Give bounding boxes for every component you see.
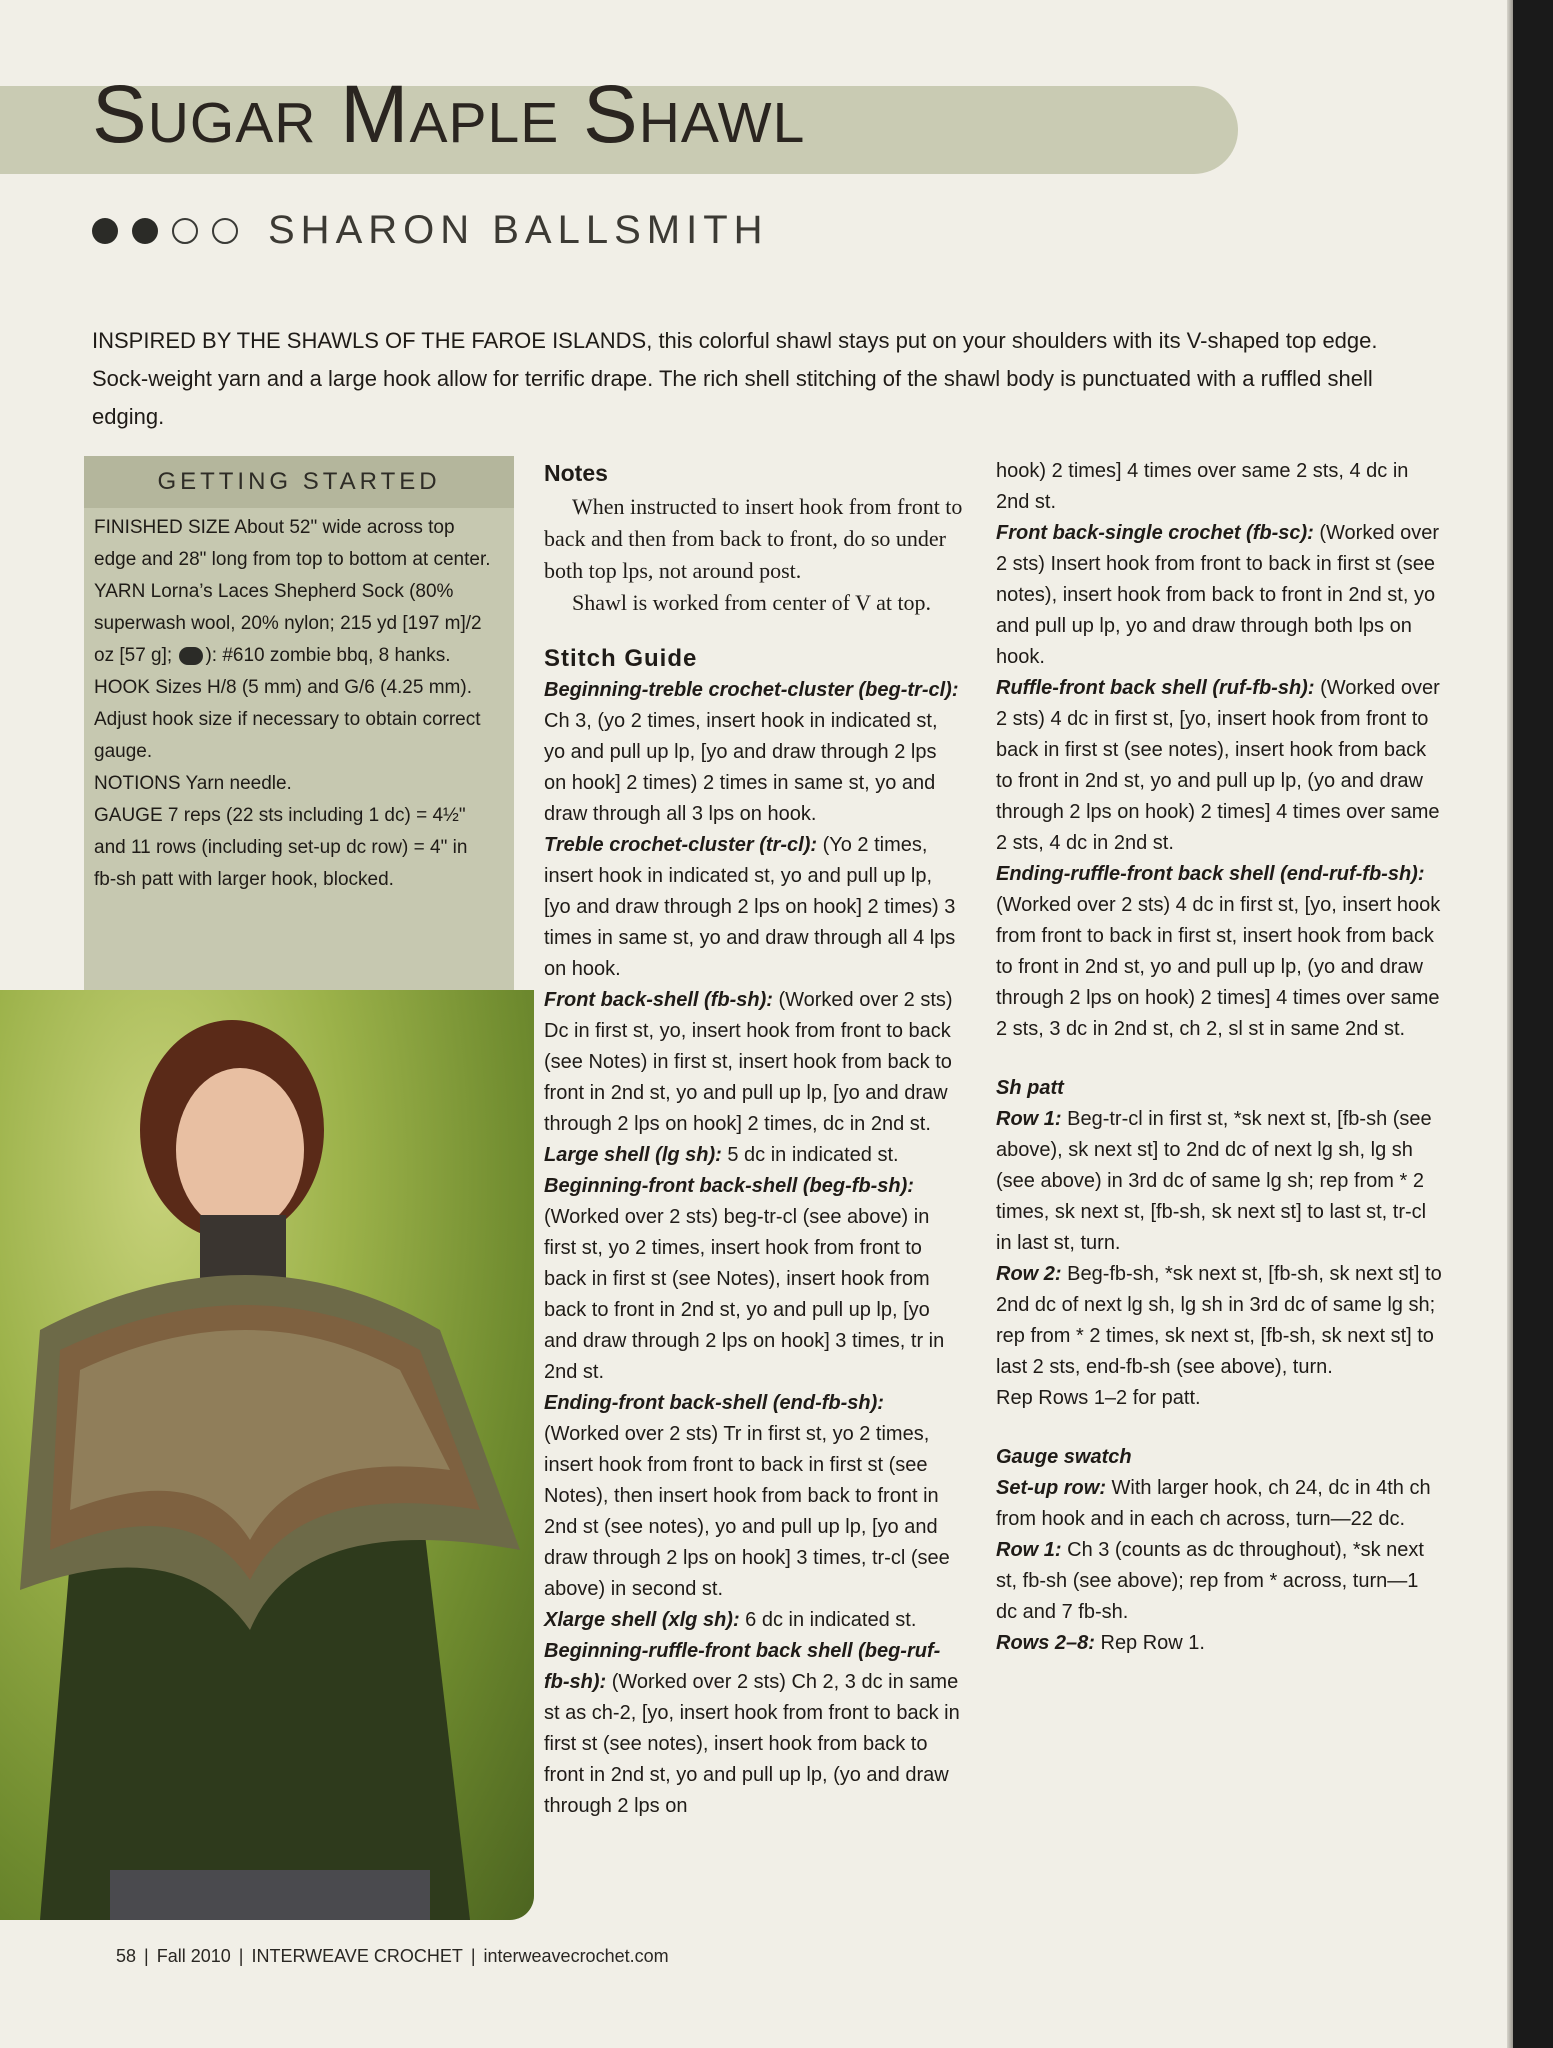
magazine-url: interweavecrochet.com: [483, 1946, 669, 1966]
stitch-entry: Ending-front back-shell (end-fb-sh): (Worked over 2 sts) Tr in first st, yo 2 times, insert hook from front to back in first st (see Notes), then insert hook from back to front in 2nd st (see notes), yo and pull up lp, [yo and draw through 2 lps on hook] 3 times, tr-cl (see above) in second st.: [544, 1392, 950, 1600]
difficulty-dot-filled-icon: [92, 218, 118, 244]
notes-paragraph: Shawl is worked from center of V at top.: [572, 590, 932, 615]
hook-info: HOOK Sizes H/8 (5 mm) and G/6 (4.25 mm). Adjust hook size if necessary to obtain correct gauge.: [94, 677, 481, 762]
column-notes-stitch-guide: [544, 460, 964, 1822]
model-photo: [0, 990, 534, 1920]
pattern-row: Row 1: Beg-tr-cl in first st, *sk next st, [fb-sh (see above), sk next st] to 2nd dc of next lg sh, lg sh (see above) in 3rd dc of same lg sh; rep from * 2 times, sk next st, [fb-sh, sk next st] to last st, tr-cl in last st, turn.: [996, 1108, 1432, 1254]
getting-started-box: [84, 456, 514, 996]
stitch-entry: Ruffle-front back shell (ruf-fb-sh): (Worked over 2 sts) 4 dc in first st, [yo, insert hook from front to back in first st (see notes), insert hook from back to front in 2nd st, yo and pull up lp, (yo and draw through 2 lps on hook) 2 times] 4 times over same 2 sts, 4 dc in 2nd st.: [996, 677, 1440, 854]
stitch-entry: Large shell (lg sh): 5 dc in indicated st.: [544, 1144, 899, 1166]
stitch-entry: Beginning-treble crochet-cluster (beg-tr-cl): Ch 3, (yo 2 times, insert hook in indicated st, yo and pull up lp, [yo and draw through 2 lps on hook] 2 times) 2 times in same st, yo and draw through all 3 lps on hook.: [544, 679, 959, 825]
getting-started-body: [94, 512, 494, 896]
stitch-guide-list: [544, 675, 964, 1822]
notes-section: [544, 460, 964, 619]
stitch-entry: Treble crochet-cluster (tr-cl): (Yo 2 times, insert hook in indicated st, yo and pull up lp, [yo and draw through 2 lps on hook] 2 times) 3 times in same st, yo and draw through all 4 lps on hook.: [544, 834, 956, 980]
scan-edge: [1513, 0, 1553, 2048]
sh-patt-heading: Sh patt: [996, 1077, 1064, 1099]
column-patterns: [996, 456, 1442, 1659]
pattern-repeat: Rep Rows 1–2 for patt.: [996, 1387, 1201, 1409]
model-photo-illustration: [0, 990, 534, 1920]
difficulty-dot-filled-icon: [132, 218, 158, 244]
page-title: Sugar Maple Shawl: [92, 69, 806, 160]
difficulty-dot-open-icon: [212, 218, 238, 244]
yarn-weight-icon: [179, 647, 203, 665]
stitch-entry: Xlarge shell (xlg sh): 6 dc in indicated st.: [544, 1609, 917, 1631]
issue-date: Fall 2010: [156, 1946, 231, 1966]
magazine-name: INTERWEAVE CROCHET: [251, 1946, 463, 1966]
difficulty-dot-open-icon: [172, 218, 198, 244]
yarn-info: YARN Lorna’s Laces Shepherd Sock (80% superwash wool, 20% nylon; 215 yd [197 m]/2 oz [57 g]; ): #610 zombie bbq, 8 hanks.: [94, 581, 482, 666]
pattern-row: Rows 2–8: Rep Row 1.: [996, 1632, 1205, 1654]
notions-info: NOTIONS Yarn needle.: [94, 773, 292, 794]
intro-text: this colorful shawl stays put on your shoulders with its V-shaped top edge. Sock-weight yarn and a large hook allow for terrific drape. The rich shell stitching of the shawl body is punctuated with a ruffled shell edging.: [92, 328, 1378, 429]
notes-paragraph: When instructed to insert hook from front to back and then from back to front, do so under both top lps, not around post.: [544, 494, 963, 583]
stitch-guide-heading: Stitch Guide: [544, 645, 698, 672]
gauge-info: GAUGE 7 reps (22 sts including 1 dc) = 4½" and 11 rows (including set-up dc row) = 4" in fb-sh patt with larger hook, blocked.: [94, 805, 468, 890]
intro-paragraph: [92, 322, 1432, 436]
page-number: 58: [116, 1946, 137, 1966]
finished-size: FINISHED SIZE About 52" wide across top edge and 28" long from top to bottom at center.: [94, 517, 491, 570]
page-footer: 58 | Fall 2010 | INTERWEAVE CROCHET | interweavecrochet.com: [116, 1946, 669, 1966]
stitch-entry: Front back-single crochet (fb-sc): (Worked over 2 sts) Insert hook from front to back in first st (see notes), insert hook from back to front in 2nd st, yo and pull up lp, yo and draw through both lps on hook.: [996, 522, 1440, 668]
pattern-row: Row 1: Ch 3 (counts as dc throughout), *sk next st, fb-sh (see above); rep from * across, turn—1 dc and 7 fb-sh.: [996, 1539, 1424, 1623]
stitch-entry: Beginning-ruffle-front back shell (beg-ruf-fb-sh): (Worked over 2 sts) Ch 2, 3 dc in same st as ch-2, [yo, insert hook from front to back in first st (see notes), insert hook from back to front in 2nd st, yo and pull up lp, (yo and draw through 2 lps on: [544, 1640, 960, 1817]
stitch-continuation: hook) 2 times] 4 times over same 2 sts, 4 dc in 2nd st.: [996, 460, 1409, 513]
byline: [92, 208, 769, 253]
getting-started-heading: GETTING STARTED: [84, 456, 514, 508]
stitch-entry: Beginning-front back-shell (beg-fb-sh): (Worked over 2 sts) beg-tr-cl (see above) in first st, yo 2 times, insert hook from front to back in first st (see Notes), insert hook from back to front in 2nd st, yo and pull up lp, [yo and draw through 2 lps on hook] 3 times, tr in 2nd st.: [544, 1175, 945, 1383]
author-name: SHARON BALLSMITH: [268, 208, 769, 252]
pattern-row: Row 2: Beg-fb-sh, *sk next st, [fb-sh, sk next st] to 2nd dc of next lg sh, lg sh in 3rd dc of same lg sh; rep from * 2 times, sk next st, [fb-sh, sk next st] to last 2 sts, end-fb-sh (see above), turn.: [996, 1263, 1442, 1378]
pattern-text: [996, 456, 1442, 1659]
stitch-entry: Front back-shell (fb-sh): (Worked over 2 sts) Dc in first st, yo, insert hook from front to back (see Notes) in first st, insert hook from back to front in 2nd st, yo and pull up lp, [yo and draw through 2 lps on hook] 2 times, dc in 2nd st.: [544, 989, 953, 1135]
pattern-row: Set-up row: With larger hook, ch 24, dc in 4th ch from hook and in each ch across, turn—22 dc.: [996, 1477, 1431, 1530]
stitch-entry: Ending-ruffle-front back shell (end-ruf-fb-sh): (Worked over 2 sts) 4 dc in first st, [yo, insert hook from front to back in first st, insert hook from back to front in 2nd st, yo and pull up lp, (yo and draw through 2 lps on hook) 2 times] 4 times over same 2 sts, 3 dc in 2nd st, ch 2, sl st in same 2nd st.: [996, 863, 1441, 1040]
notes-heading: Notes: [544, 460, 608, 486]
intro-lead: INSPIRED BY THE SHAWLS OF THE FAROE ISLANDS,: [92, 328, 653, 353]
gauge-swatch-heading: Gauge swatch: [996, 1446, 1132, 1468]
